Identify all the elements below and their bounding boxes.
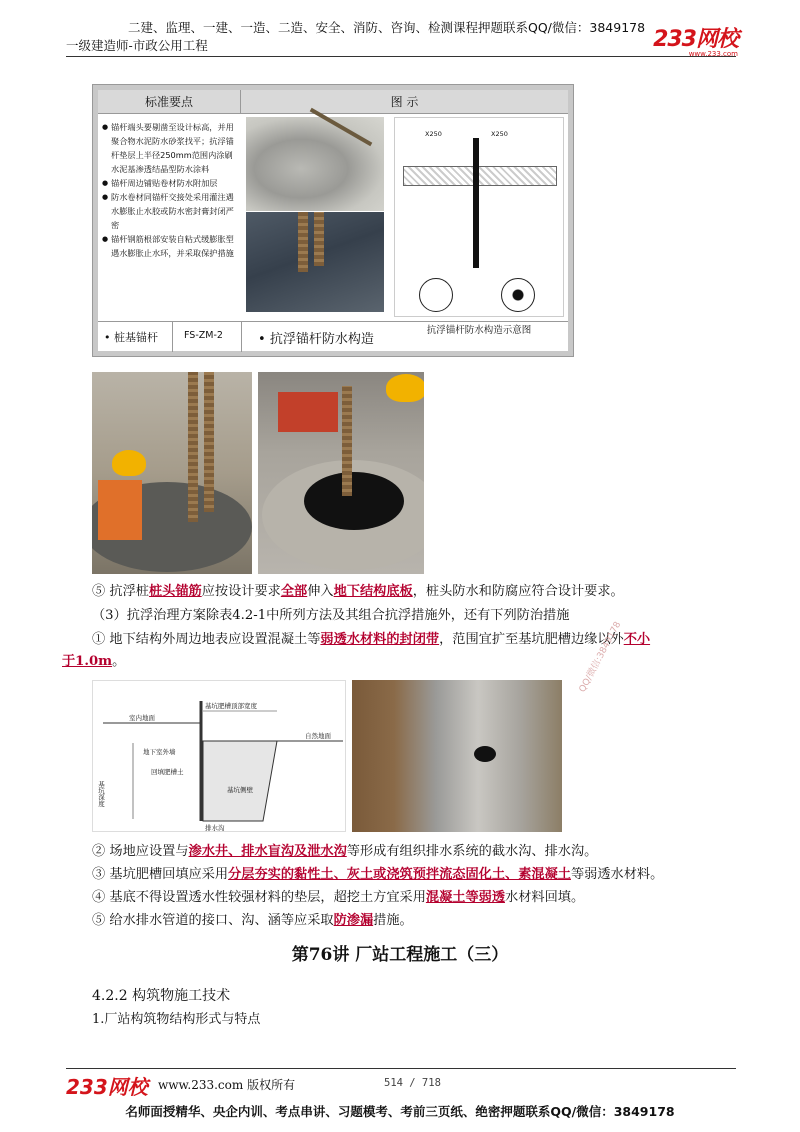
footer-divider	[66, 1068, 736, 1069]
label-base: 排水沟	[205, 824, 225, 832]
standards-points-list	[102, 120, 238, 260]
header-subject: 一级建造师-市政公用工程	[66, 38, 208, 53]
watermark: QQ/微信:3849178	[577, 620, 624, 695]
label-fill: 回填肥槽土	[151, 768, 184, 776]
trench-photo	[352, 680, 562, 832]
page-number: 514 / 718	[384, 1077, 441, 1089]
anchor-waterproof-drawing	[394, 117, 564, 336]
standards-title: • 抗浮锚杆防水构造	[258, 332, 374, 347]
standards-code: FS-ZM-2	[184, 330, 223, 341]
backfill-diagram	[92, 680, 346, 832]
label-outer-wall: 地下室外墙	[143, 748, 176, 756]
standards-point: ● 锚杆端头要剔凿至设计标高，并用聚合物水泥防水砂浆找平；抗浮锚杆垫层上半径250mm范围内涂刷水泥基渗透结晶型防水涂料	[102, 120, 238, 176]
brand-logo	[653, 22, 738, 58]
brand-logo-url: www.233.com	[688, 50, 738, 58]
subheading-forms: 1.厂站构筑物结构形式与特点	[92, 1012, 261, 1027]
standards-point: ● 锚杆钢筋根部安装自粘式缓膨胀型遇水膨胀止水环，并采取保护措施	[102, 232, 238, 260]
label-bottom: 基坑侧壁	[227, 786, 253, 794]
footer-logo: 233网校	[66, 1075, 148, 1099]
anchor-membrane-photo	[246, 212, 384, 312]
anchor-head-photo	[246, 117, 384, 211]
drawing-caption: 抗浮锚杆防水构造示意图	[426, 325, 532, 336]
standards-panel	[92, 84, 574, 357]
paragraph-item-2: ② 场地应设置与渗水井、排水盲沟及泄水沟等形成有组织排水系统的截水沟、排水沟。	[92, 844, 598, 859]
footer-copyright: www.233.com 版权所有	[158, 1078, 296, 1092]
label-groove-width: 基坑肥槽顶部宽度	[205, 702, 257, 710]
standards-item: • 桩基锚杆	[104, 331, 158, 344]
standards-point: ● 锚杆周边铺贴卷材防水附加层	[102, 176, 238, 190]
section-title: 第76讲 厂站工程施工（三）	[291, 945, 509, 965]
label-natural: 自然地面	[305, 732, 331, 740]
worker-photo-left	[92, 372, 252, 574]
paragraph-item-3: ③ 基坑肥槽回填应采用分层夯实的黏性土、灰土或浇筑预拌流态固化土、素混凝土等弱透水材料。	[92, 867, 664, 882]
footer-ad-text: 名师面授精华、央企内训、考点串讲、习题模考、考前三页纸、绝密押题联系QQ/微信：3849178	[125, 1104, 675, 1119]
label-indoor: 室内地面	[129, 714, 155, 722]
standards-point: ● 防水卷材同锚杆交接处采用灌注遇水膨胀止水胶或防水密封膏封闭严密	[102, 190, 238, 232]
standards-footer	[98, 321, 568, 351]
standards-header-figure: 图 示	[241, 90, 568, 114]
drawing-dim-left: X250	[425, 130, 442, 138]
paragraph-item-1: ① 地下结构外周边地表应设置混凝土等弱透水材料的封闭带，范围宜扩至基坑肥槽边缘以外不小	[92, 632, 651, 647]
paragraph-measures-intro: （3）抗浮治理方案除表4.2-1中所列方法及其组合抗浮措施外，还有下列防治措施	[92, 608, 570, 623]
heading-structures: 4.2.2 构筑物施工技术	[92, 988, 231, 1004]
drawing-dim-right: X250	[491, 130, 508, 138]
brand-logo-text: 233网校	[653, 27, 738, 52]
header-ad-text: 二建、监理、一建、一造、二造、安全、消防、咨询、检测课程押题联系QQ/微信：3849178	[128, 20, 646, 35]
label-depth: 基坑深度	[97, 781, 105, 807]
paragraph-item-1-cont: 于1.0m。	[62, 654, 126, 669]
paragraph-item-4: ④ 基底不得设置透水性较强材料的垫层，超挖土方宜采用混凝土等弱透水材料回填。	[92, 890, 585, 905]
standards-header-points: 标准要点	[98, 90, 241, 114]
paragraph-pile-anchor: ⑤ 抗浮桩桩头锚筋应按设计要求全部伸入地下结构底板，桩头防水和防腐应符合设计要求。	[92, 584, 624, 599]
paragraph-item-5: ⑤ 给水排水管道的接口、沟、涵等应采取防渗漏措施。	[92, 913, 413, 928]
header-divider	[66, 56, 736, 57]
worker-photo-right	[258, 372, 424, 574]
